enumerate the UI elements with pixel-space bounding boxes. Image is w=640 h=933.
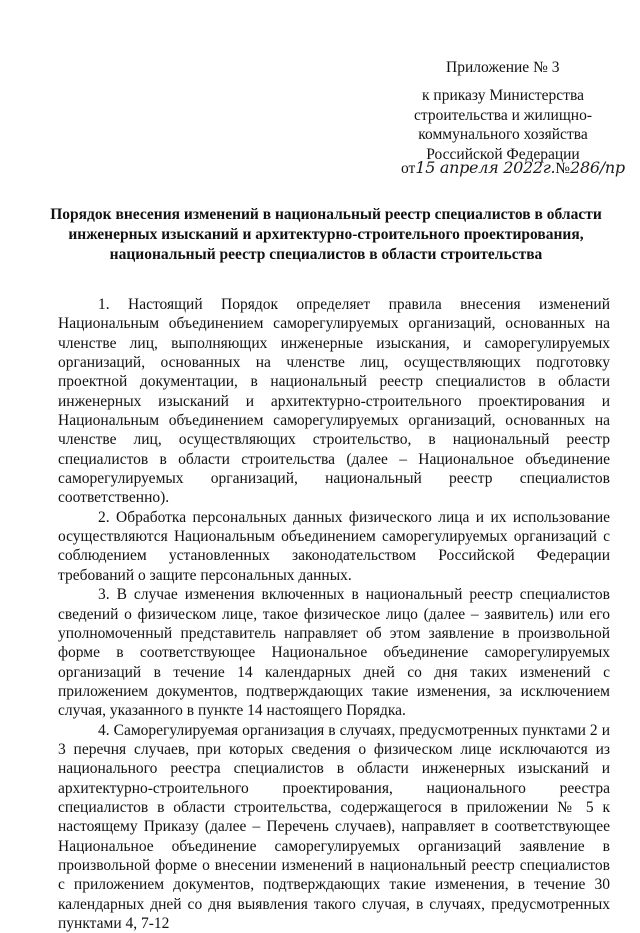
handwritten-date: 15 апреля 2022г. <box>415 158 556 177</box>
paragraph-text: 2. Обработка персональных данных физического лица и их использование осуществляются Национальным объединением саморегулируемых организаций с соблюдением установленных законодательством Российской Федерации требований о защите персональных данных. <box>58 508 610 584</box>
paragraph-1 <box>58 295 610 508</box>
paragraph-text: 4. Саморегулируемая организация в случаях, предусмотренных пунктами 2 и 3 перечня случаев, при которых сведения о физическом лице исключаются из национального реестра специалистов в области инженерных изысканий и архитектурно-строительного проектирования, национального реестра специалистов в области строительства, содержащегося в приложении № 5 к настоящему Приказу (далее – Перечень случаев), направляет в соответствующее Национальное объединение саморегулируемых организаций заявление в произвольной форме о внесении изменений в национальный реестр специалистов с приложением документов, подтверждающих такие изменения, в течение 30 календарных дней со дня выявления такого случая, в случаях, предусмотренных пунктами 4, 7-12 <box>58 721 610 932</box>
title-line: инженерных изысканий и архитектурно-строительного проектирования, <box>68 226 584 243</box>
title-line: национальный реестр специалистов в области строительства <box>109 246 543 263</box>
number-prefix: № <box>555 160 571 177</box>
appendix-number: Приложение № 3 <box>446 59 560 76</box>
order-ref-line: к приказу Министерства <box>422 87 584 104</box>
paragraph-4 <box>58 721 610 933</box>
document-body <box>58 295 610 933</box>
order-ref-line: Российской Федерации <box>426 145 580 163</box>
title-line: Порядок внесения изменений в национальный реестр специалистов в области <box>50 206 602 223</box>
order-reference <box>398 86 608 164</box>
handwritten-order-number: 286/пр <box>570 158 625 177</box>
order-date-line <box>401 158 625 178</box>
paragraph-text: 1. Настоящий Порядок определяет правила внесения изменений Национальным объединением саморегулируемых организаций, основанных на членстве лиц, выполняющих инженерные изыскания, и саморегулируемых организаций, основанных на членстве лиц, осуществляющих подготовку проектной документации, в национальный реестр специалистов в области инженерных изысканий и архитектурно-строительного проектирования и Национальным объединением саморегулируемых организаций, основанных на членстве лиц, осуществляющих строительство, в национальный реестр специалистов в области строительства (далее – Национальное объединение саморегулируемых организаций, национальный реестр специалистов соответственно). <box>58 296 610 507</box>
paragraph-text: 3. В случае изменения включенных в национальный реестр специалистов сведений о физическом лице, такое физическое лицо (далее – заявитель) или его уполномоченный представитель направляет об этом заявление в произвольной форме в соответствующее Национальное объединение саморегулируемых организаций в течение 14 календарных дней со дня таких изменений с приложением документов, подтверждающих такие изменения, за исключением случая, указанного в пункте 14 настоящего Порядка. <box>58 586 610 720</box>
date-prefix: от <box>401 160 416 177</box>
order-ref-line: коммунального хозяйства <box>418 126 588 143</box>
order-ref-line: строительства и жилищно- <box>414 106 592 124</box>
document-title <box>40 205 612 265</box>
paragraph-2 <box>58 508 610 585</box>
paragraph-3 <box>58 585 610 720</box>
